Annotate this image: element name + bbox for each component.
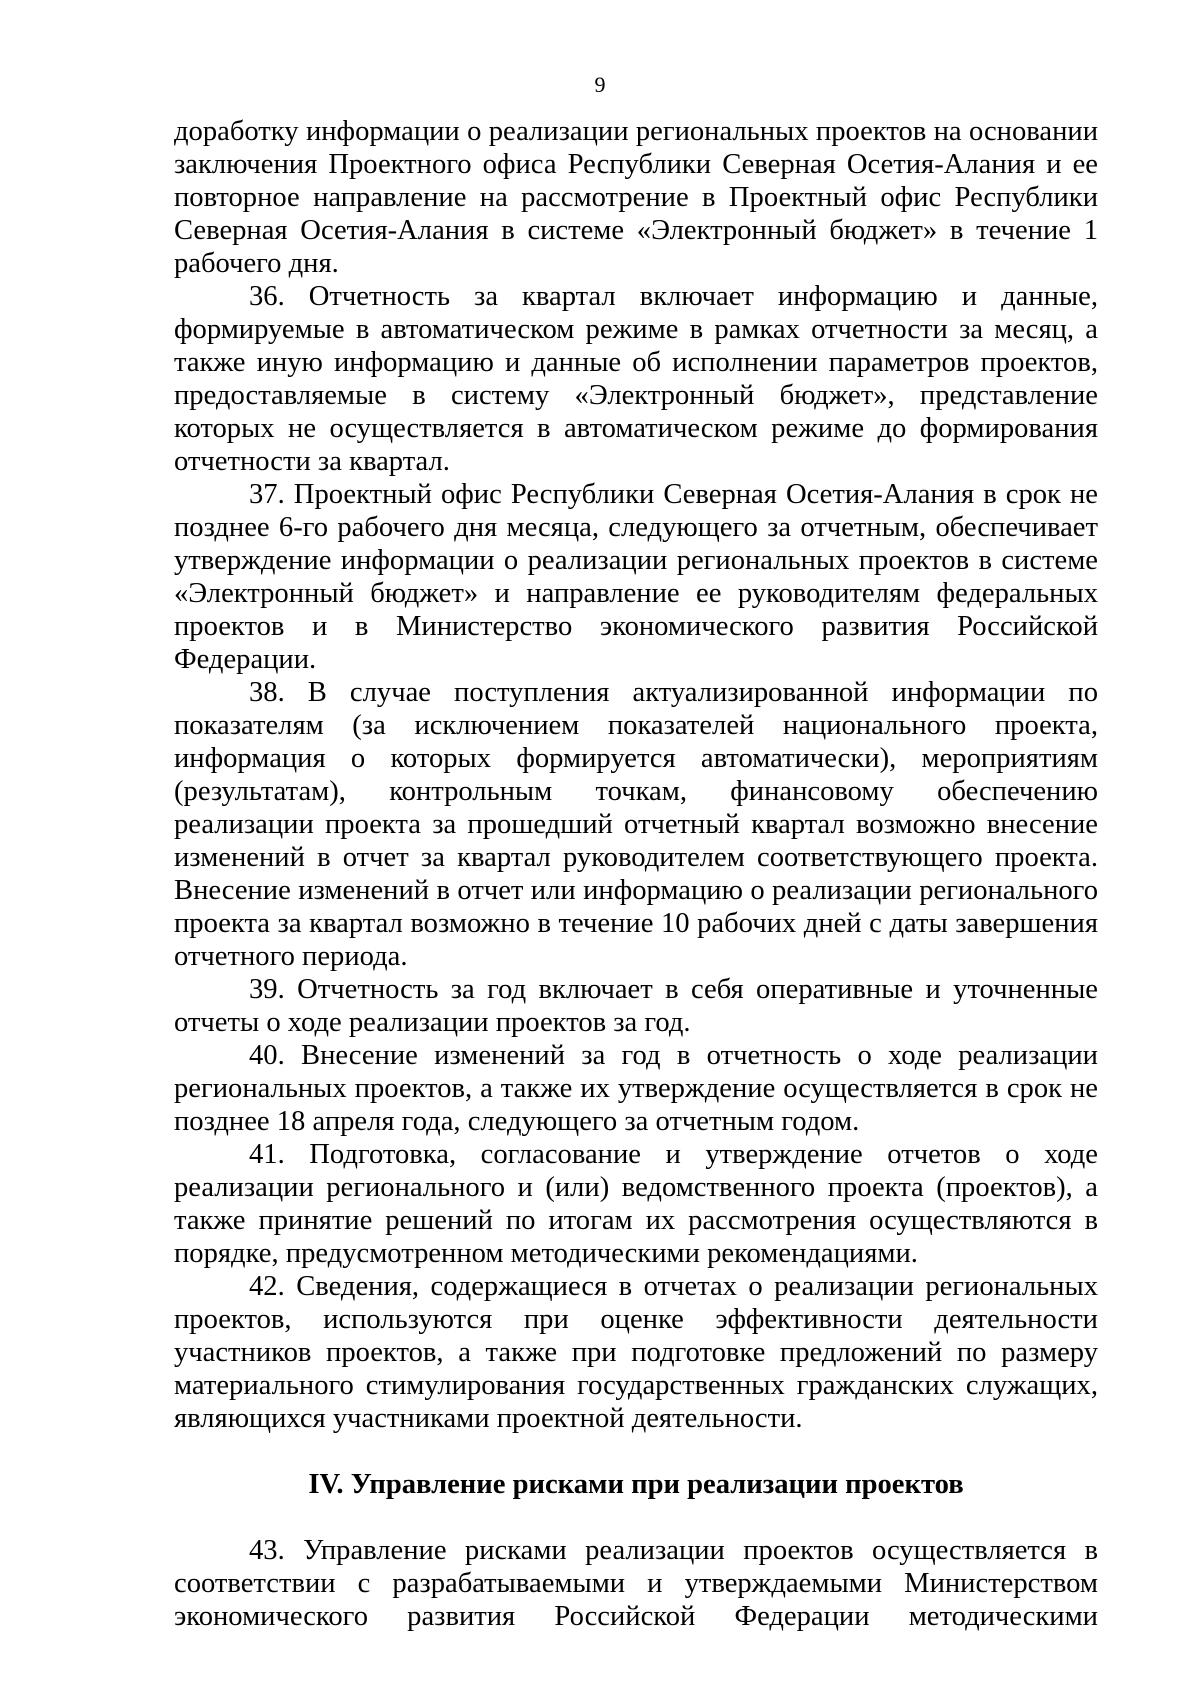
paragraph-39: 39. Отчетность за год включает в себя оперативные и уточненные отчеты о ходе реализации проектов за год. [174, 974, 1098, 1038]
page-number: 9 [594, 72, 606, 97]
paragraph-41: 41. Подготовка, согласование и утверждение отчетов о ходе реализации регионального и (или) ведомственного проекта (проектов), а также принятие решений по итогам их рассмотрения осуществляются в порядке, предусмотренном методическими рекомендациями. [174, 1139, 1098, 1269]
paragraph-38: 38. В случае поступления актуализированной информации по показателям (за исключением показателей национального проекта, информация о которых формируется автоматически), мероприятиям (результатам), контрольным точкам, финансовому обеспечению реализации проекта за прошедший отчетный квартал возможно внесение изменений в отчет за квартал руководителем соответствующего проекта. Внесение изменений в отчет или информацию о реализации регионального проекта за квартал возможно в течение 10 рабочих дней с даты завершения отчетного периода. [174, 677, 1098, 972]
document-body [174, 115, 1098, 1633]
paragraph-42: 42. Сведения, содержащиеся в отчетах о реализации региональных проектов, используются при оценке эффективности деятельности участников проектов, а также при подготовке предложений по размеру материального стимулирования государственных гражданских служащих, являющихся участниками проектной деятельности. [174, 1271, 1098, 1434]
paragraph-43: 43. Управление рисками реализации проектов осуществляется в соответствии с разрабатываемыми и утверждаемыми Министерством экономического развития Российской Федерации методическими [174, 1535, 1098, 1632]
paragraph-40: 40. Внесение изменений за год в отчетность о ходе реализации региональных проектов, а также их утверждение осуществляется в срок не позднее 18 апреля года, следующего за отчетным годом. [174, 1040, 1098, 1137]
paragraph-36: 36. Отчетность за квартал включает информацию и данные, формируемые в автоматическом режиме в рамках отчетности за месяц, а также иную информацию и данные об исполнении параметров проектов, предоставляемые в систему «Электронный бюджет», представление которых не осуществляется в автоматическом режиме до формирования отчетности за квартал. [174, 281, 1098, 477]
section-heading: IV. Управление рисками при реализации проектов [308, 1469, 964, 1500]
paragraph-37: 37. Проектный офис Республики Северная Осетия-Алания в срок не позднее 6-го рабочего дня месяца, следующего за отчетным, обеспечивает утверждение информации о реализации региональных проектов в системе «Электронный бюджет» и направление ее руководителям федеральных проектов и в Министерство экономического развития Российской Федерации. [174, 479, 1098, 675]
paragraph-continuation: доработку информации о реализации региональных проектов на основании заключения Проектного офиса Республики Северная Осетия-Алания и ее повторное направление на рассмотрение в Проектный офис Республики Северная Осетия-Алания в системе «Электронный бюджет» в течение 1 рабочего дня. [174, 116, 1098, 279]
